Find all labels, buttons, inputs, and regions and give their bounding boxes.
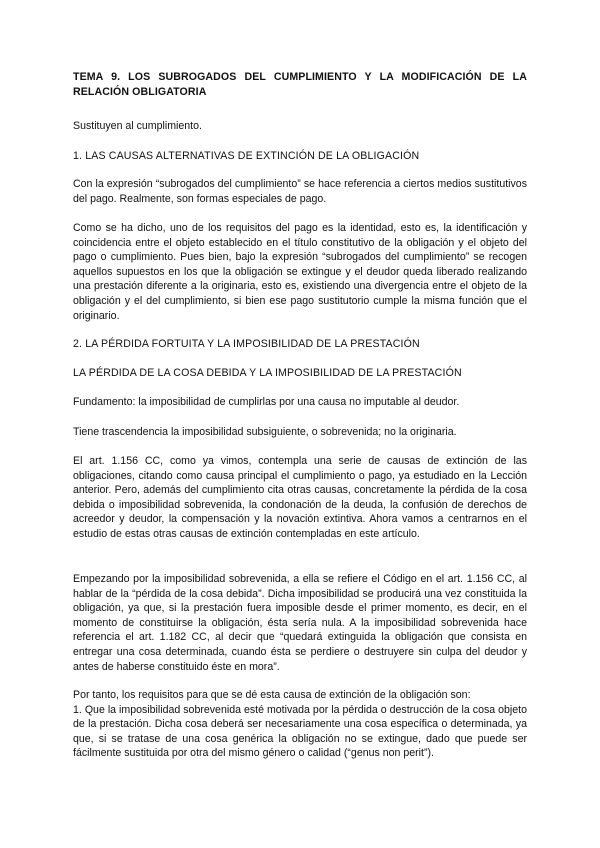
paragraph-2: Como se ha dicho, uno de los requisitos del pago es la identidad, esto es, la identificación y coincidencia entre el objeto establecido en el título constitutivo de la obligación y el objeto del pago o cumplimiento. Pues bien, bajo la expresión “subrogados del cumplimiento” se recogen aquellos supuestos en los que la obligación se extingue y el deudor queda liberado realizando una prestación diferente a la originaria, esto es, existiendo una divergencia entre el objeto de la obligación y el del cumplimiento, si bien ese pago sustitutorio cumple la misma función que el originario.: [73, 222, 527, 322]
requirement-item-1: 1. Que la imposibilidad sobrevenida esté motivada por la pérdida o destrucción de la cosa objeto de la prestación. Dicha cosa deberá ser necesariamente una cosa específica o determinada, ya que, si se tratase de una cosa genérica la obligación no se extingue, dado que puede ser fácilmente sustituida por otra del mismo género o calidad (“genus non perit”).: [73, 703, 527, 760]
section-1-heading: 1. LAS CAUSAS ALTERNATIVAS DE EXTINCIÓN DE LA OBLIGACIÓN: [73, 150, 420, 162]
subsection-heading: LA PÉRDIDA DE LA COSA DEBIDA Y LA IMPOSIBILIDAD DE LA PRESTACIÓN: [73, 367, 462, 379]
section-2-heading: 2. LA PÉRDIDA FORTUITA Y LA IMPOSIBILIDAD DE LA PRESTACIÓN: [73, 338, 420, 350]
intro-paragraph: Sustituyen al cumplimiento.: [73, 120, 202, 132]
paragraph-4: Tiene trascendencia la imposibilidad subsiguiente, o sobrevenida; no la originaria.: [73, 426, 457, 438]
paragraph-6: Empezando por la imposibilidad sobrevenida, a ella se refiere el Código en el art. 1.156 CC, al hablar de la “pérdida de la cosa debida”. Dicha imposibilidad se producirá una vez constituida la obligación, ya que, si la prestación fuera imposible desde el primer momento, es decir, en el momento de constituirse la obligación, ésta sería nula. A la imposibilidad sobrevenida hace referencia el art. 1.182 CC, al decir que “quedará extinguida la obligación que consista en entregar una cosa determinada, cuando ésta se perdiere o destruyere sin culpa del deudor y antes de haberse constituido éste en mora”.: [73, 573, 527, 673]
paragraph-5: El art. 1.156 CC, como ya vimos, contempla una serie de causas de extinción de las obligaciones, citando como causa principal el cumplimiento o pago, ya estudiado en la Lección anterior. Pero, además del cumplimiento cita otras causas, concretamente la pérdida de la cosa debida o imposibilidad sobrevenida, la condonación de la deuda, la confusión de derechos de acreedor y deudor, la compensación y la novación extintiva. Ahora vamos a centrarnos en el estudio de estas otras causas de extinción contempladas en este artículo.: [73, 455, 527, 540]
paragraph-1: Con la expresión “subrogados del cumplimiento” se hace referencia a ciertos medios sustitutivos del pago. Realmente, son formas especiales de pago.: [73, 178, 527, 205]
paragraph-3: Fundamento: la imposibilidad de cumplirlas por una causa no imputable al deudor.: [73, 396, 460, 408]
requirements-intro: Por tanto, los requisitos para que se dé esta causa de extinción de la obligación son:: [73, 689, 471, 701]
document-title: TEMA 9. LOS SUBROGADOS DEL CUMPLIMIENTO Y LA MODIFICACIÓN DE LA RELACIÓN OBLIGATORIA: [73, 71, 527, 98]
requirements-paragraph: [73, 688, 527, 761]
